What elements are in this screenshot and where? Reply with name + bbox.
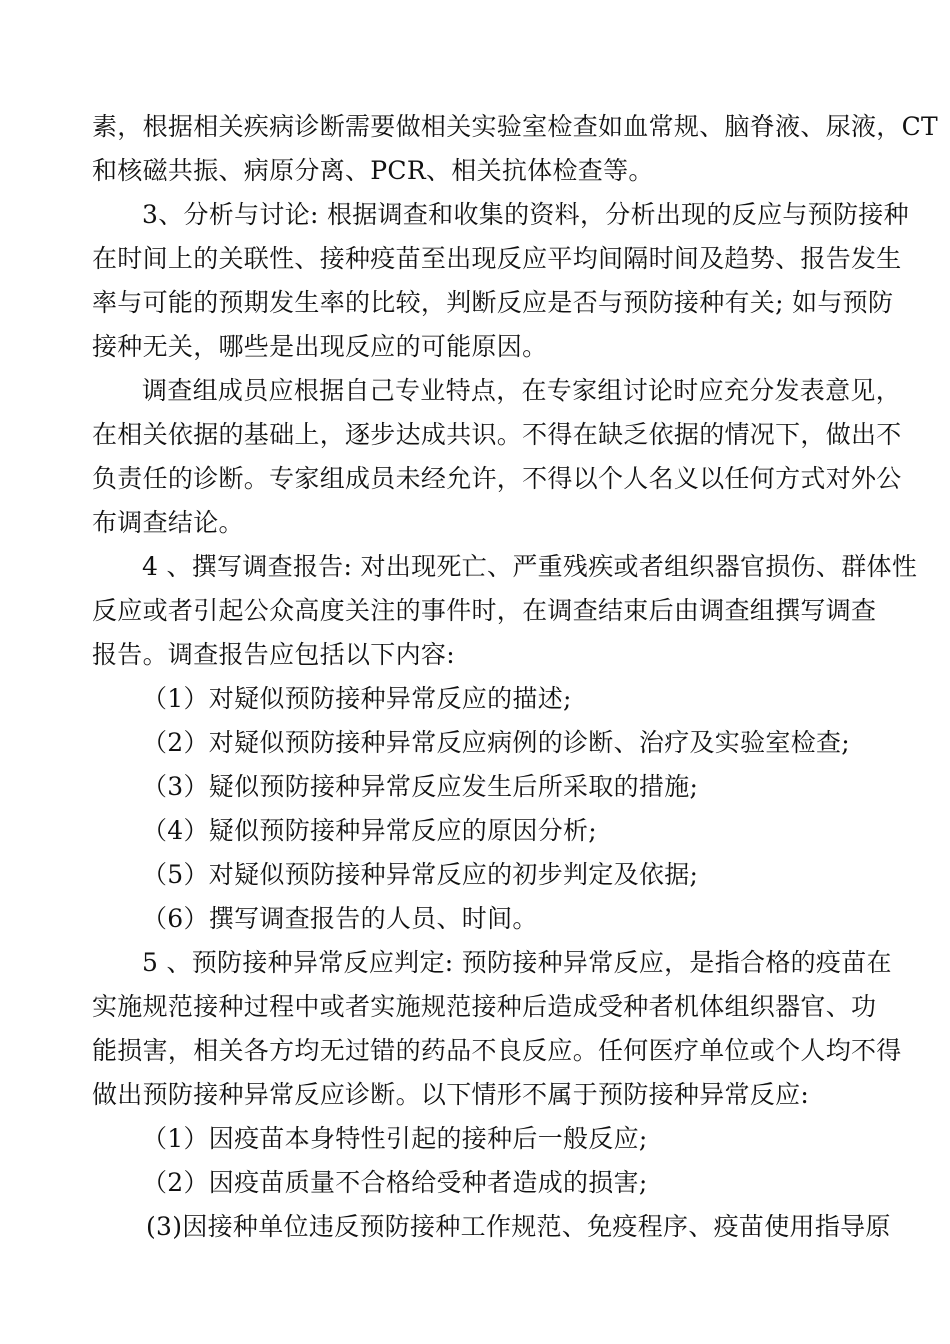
text-line: 在时间上的关联性、接种疫苗至出现反应平均间隔时间及趋势、报告发生: [92, 244, 902, 273]
text-line: 做出预防接种异常反应诊断。以下情形不属于预防接种异常反应:: [92, 1080, 810, 1109]
section-3-heading-line: 3、分析与讨论: 根据调查和收集的资料，分析出现的反应与预防接种: [142, 200, 909, 229]
text-line: 负责任的诊断。专家组成员未经允许，不得以个人名义以任何方式对外公: [92, 464, 902, 493]
paragraph-start-line: 调查组成员应根据自己专业特点，在专家组讨论时应充分发表意见，: [142, 376, 902, 405]
list-item: （1）因疫苗本身特性引起的接种后一般反应;: [142, 1124, 648, 1153]
list-item: （5）对疑似预防接种异常反应的初步判定及依据;: [142, 860, 699, 889]
text-line: 报告。调查报告应包括以下内容:: [92, 640, 455, 669]
section-5-heading-line: 5 、预防接种异常反应判定: 预防接种异常反应，是指合格的疫苗在: [142, 948, 892, 977]
text-line: 实施规范接种过程中或者实施规范接种后造成受种者机体组织器官、功: [92, 992, 877, 1021]
list-item: (3)因接种单位违反预防接种工作规范、免疫程序、疫苗使用指导原: [146, 1212, 891, 1241]
list-item: （1）对疑似预防接种异常反应的描述;: [142, 684, 572, 713]
list-item: （4）疑似预防接种异常反应的原因分析;: [142, 816, 598, 845]
text-line: 在相关依据的基础上，逐步达成共识。不得在缺乏依据的情况下，做出不: [92, 420, 902, 449]
text-line: 和核磁共振、病原分离、PCR、相关抗体检查等。: [92, 156, 654, 185]
section-4-heading-line: 4 、撰写调查报告: 对出现死亡、严重残疾或者组织器官损伤、群体性: [142, 552, 918, 581]
text-line: 能损害，相关各方均无过错的药品不良反应。任何医疗单位或个人均不得: [92, 1036, 902, 1065]
list-item: （2）因疫苗质量不合格给受种者造成的损害;: [142, 1168, 648, 1197]
list-item: （6）撰写调查报告的人员、时间。: [142, 904, 538, 933]
text-line: 反应或者引起公众高度关注的事件时，在调查结束后由调查组撰写调查: [92, 596, 877, 625]
list-item: （3）疑似预防接种异常反应发生后所采取的措施;: [142, 772, 699, 801]
text-line: 接种无关，哪些是出现反应的可能原因。: [92, 332, 548, 361]
text-line: 布调查结论。: [92, 508, 244, 537]
text-line: 素，根据相关疾病诊断需要做相关实验室检查如血常规、脑脊液、尿液，CT: [92, 112, 939, 141]
list-item: （2）对疑似预防接种异常反应病例的诊断、治疗及实验室检查;: [142, 728, 851, 757]
text-line: 率与可能的预期发生率的比较，判断反应是否与预防接种有关; 如与预防: [92, 288, 894, 317]
